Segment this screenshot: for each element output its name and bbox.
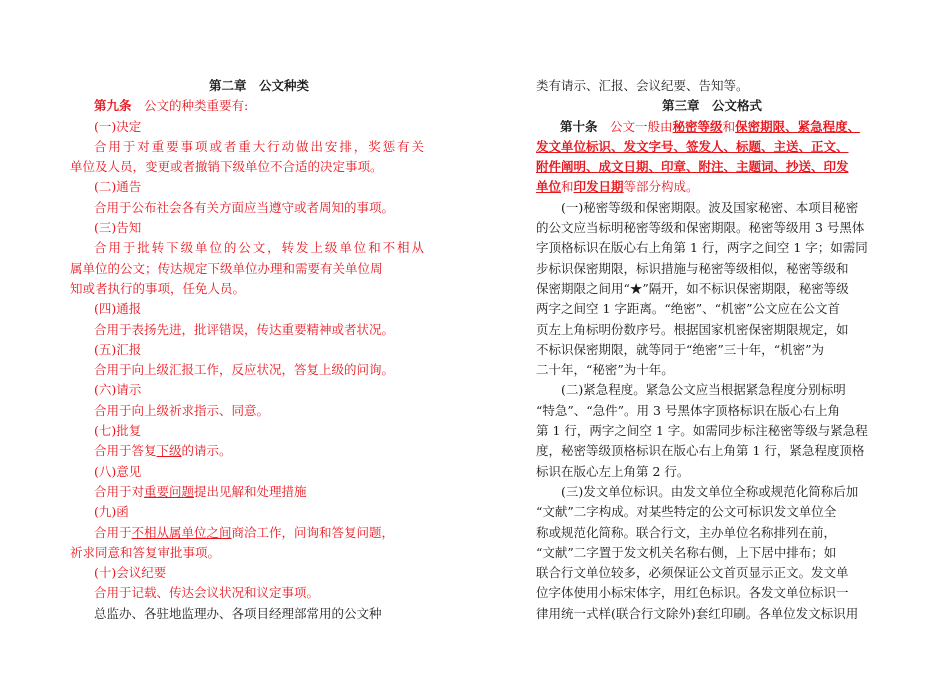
article-10-line-4 — [536, 177, 888, 197]
text-segment: 公文一般由 — [610, 118, 673, 134]
paragraph-line: 第 1 行，两字之间空 1 字。如需同步标注秘密等级与紧急程 — [536, 423, 868, 439]
item-heading: (七)批复 — [94, 423, 142, 439]
item-text: 单位及人员，变更或者撤销下级单位不合适的决定事项。 — [70, 159, 383, 175]
paragraph-line: (三)发文单位标识。由发文单位全称或规范化简称后加 — [561, 483, 859, 499]
text-segment: 的请示。 — [181, 443, 232, 459]
text-segment: 合用于 — [94, 524, 132, 540]
item-heading: (四)通报 — [94, 301, 142, 317]
item-text: 合用于向上级汇报工作，反应状况，答复上级的问询。 — [94, 362, 395, 378]
article-9-label: 第九条 — [94, 98, 132, 114]
text-segment: 商洽工作，问询和答复问题， — [231, 524, 395, 540]
underlined-term: 不相从属单位之间 — [131, 524, 232, 540]
paragraph-line: 步标识保密期限，标识措施与秘密等级相似，秘密等级和 — [536, 260, 849, 276]
paragraph-line: 二十年，“秘密”为十年。 — [536, 362, 674, 378]
article-9-text: 公文的种类重要有: — [144, 98, 249, 114]
text-segment: 合用于答复 — [94, 443, 157, 459]
left-column — [70, 76, 424, 624]
chapter-2-title: 第二章 公文种类 — [208, 78, 309, 93]
paragraph-line: 两字之间空 1 字距离。“绝密”、“机密”公文应在公文首 — [536, 301, 840, 317]
underlined-term: 下级 — [156, 443, 182, 459]
right-column — [536, 76, 888, 624]
paragraph-line: 页左上角标明份数序号。根据国家机密保密期限规定，如 — [536, 321, 849, 337]
paragraph-line: “特急”、“急件”。用 3 号黑体字顶格标识在版心右上角 — [536, 402, 840, 418]
item-heading: (九)函 — [94, 504, 129, 520]
item-heading: (十)会议纪要 — [94, 565, 167, 581]
paragraph-line: “文献”二字构成。对某些特定的公文可标识发文单位全 — [536, 504, 837, 520]
item-text — [94, 441, 424, 461]
paragraph-line: (二)紧急程度。紧急公文应当根据紧急程度分别标明 — [561, 382, 846, 398]
text-segment: 提出见解和处理措施 — [194, 483, 307, 499]
article-10-label: 第十条 — [560, 118, 598, 134]
item-text — [94, 482, 424, 502]
paragraph-line: 的公文应当标明秘密等级和保密期限。秘密等级用 3 号黑体 — [536, 220, 865, 236]
closing-text: 总监办、各驻地监理办、各项目经理部常用的公文种 — [94, 605, 382, 621]
paragraph-line: (一)秘密等级和保密期限。波及国家秘密、本项目秘密 — [561, 199, 859, 215]
text-segment: 合用于对 — [94, 483, 145, 499]
paragraph-line: “文献”二字置于发文机关名称右侧，上下居中排布；如 — [536, 544, 837, 560]
text-segment: 等部分构成。 — [623, 179, 699, 195]
text-segment: 和 — [561, 179, 574, 195]
continued-text: 类有请示、汇报、会议纪要、告知等。 — [536, 78, 749, 93]
paragraph-line: 位字体使用小标宋体字，用红色标识。各发文单位标识一 — [536, 585, 849, 601]
underlined-term: 保密期限、紧急程度、 — [735, 118, 861, 134]
paragraph-line: 律用统一式样(联合行文除外)套红印刷。各单位发文标识用 — [536, 605, 859, 621]
item-heading: (六)请示 — [94, 382, 142, 398]
paragraph-line: 保密期限之间用“★”隔开，如不标识保密期限，秘密等级 — [536, 280, 849, 296]
item-heading: (二)通告 — [94, 179, 142, 195]
item-heading: (八)意见 — [94, 463, 142, 479]
paragraph-line: 度，秘密等级顶格标识在版心右上角第 1 行，紧急程度顶格 — [536, 443, 865, 459]
item-text: 合用于对重要事项或者重大行动做出安排，奖惩有关 — [94, 138, 424, 154]
paragraph-line: 不标识保密期限，就等同于“绝密”三十年，“机密”为 — [536, 341, 825, 357]
underlined-term: 印发日期 — [573, 179, 624, 195]
item-text — [94, 523, 424, 543]
paragraph-line: 标识在版心左上角第 2 行。 — [536, 463, 690, 479]
item-text: 知或者执行的事项，任免人员。 — [70, 280, 246, 296]
item-text: 合用于表扬先进，批评错误，传达重要精神或者状况。 — [94, 321, 395, 337]
underlined-term: 单位 — [536, 179, 562, 195]
item-text: 合用于公布社会各有关方面应当遵守或者周知的事项。 — [94, 199, 395, 215]
item-heading: (三)告知 — [94, 220, 142, 236]
underlined-term: 重要问题 — [144, 483, 195, 499]
item-text: 合用于批转下级单位的公文，转发上级单位和不相从 — [94, 240, 424, 256]
article-10-line-2: 发文单位标识、发文字号、签发人、标题、主送、正文、 — [536, 138, 849, 154]
paragraph-line: 联合行文单位较多，必须保证公文首页显示正文。发文单 — [536, 565, 849, 581]
article-10-line-3: 附件阐明、成文日期、印章、附注、主题词、抄送、印发 — [536, 159, 849, 175]
item-text: 合用于向上级祈求指示、同意。 — [94, 402, 270, 418]
item-heading: (五)汇报 — [94, 341, 142, 357]
item-heading: (一)决定 — [94, 118, 142, 134]
item-text: 祈求同意和答复审批事项。 — [70, 544, 221, 560]
item-text: 合用于记载、传达会议状况和议定事项。 — [94, 585, 320, 601]
chapter-3-title: 第三章 公文格式 — [661, 98, 762, 114]
text-segment: 和 — [722, 118, 736, 134]
underlined-term: 秘密等级 — [672, 118, 723, 134]
paragraph-line: 字顶格标识在版心右上角第 1 行，两字之间空 1 字；如需同 — [536, 240, 868, 256]
paragraph-line: 称或规范化简称。联合行文，主办单位名称排列在前， — [536, 524, 837, 540]
article-9 — [94, 96, 424, 116]
item-text: 属单位的公文；传达规定下级单位办理和需要有关单位周 — [70, 260, 383, 276]
article-10-line-1 — [536, 117, 888, 137]
